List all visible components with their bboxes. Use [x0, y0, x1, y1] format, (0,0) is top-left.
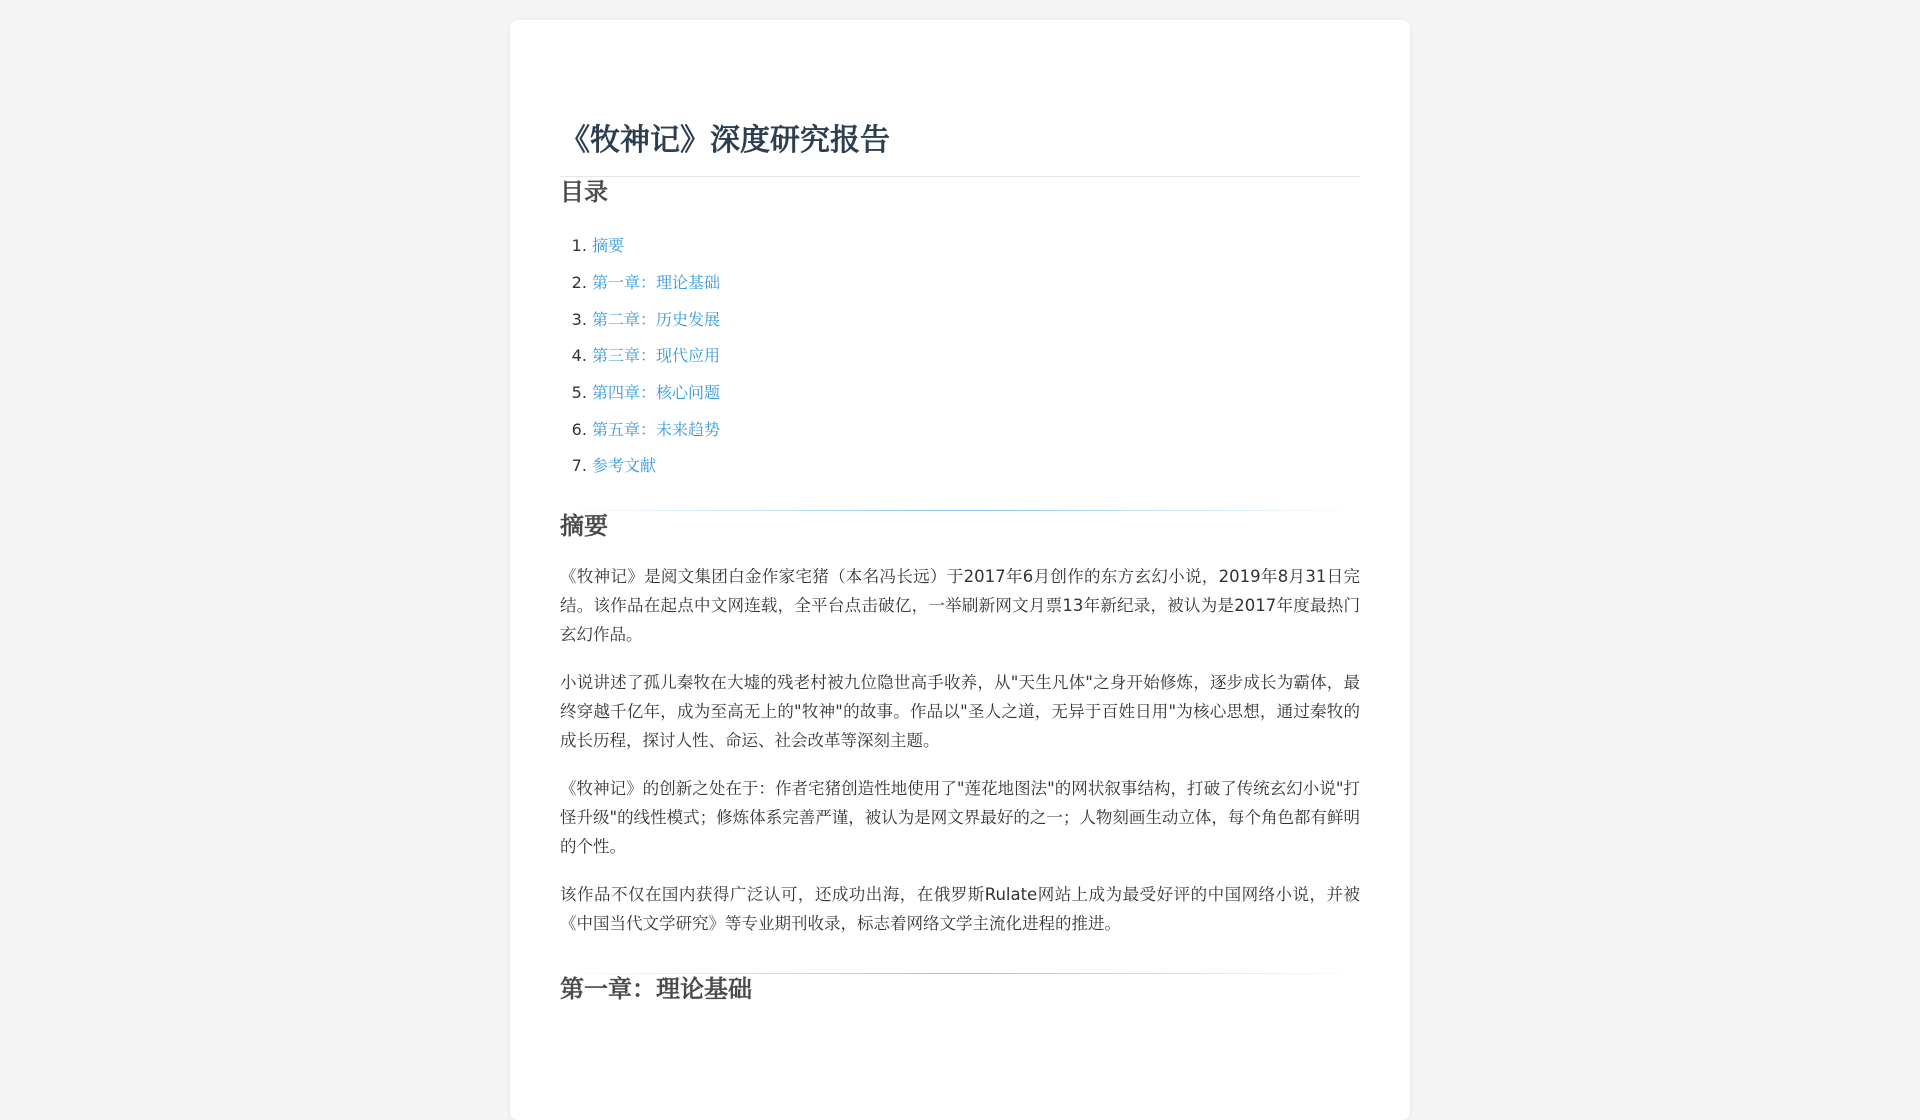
toc-item-references: [592, 448, 1360, 485]
toc-link-references[interactable]: 参考文献: [592, 456, 657, 476]
toc-item-chapter-3: [592, 338, 1360, 375]
document-title: 《牧神记》深度研究报告: [560, 120, 1360, 177]
summary-paragraph-4: 该作品不仅在国内获得广泛认可，还成功出海，在俄罗斯Rulate网站上成为最受好评的中国网络小说，并被《中国当代文学研究》等专业期刊收录，标志着网络文学主流化进程的推进。: [560, 885, 1360, 934]
summary-paragraph-3: 《牧神记》的创新之处在于：作者宅猪创造性地使用了"莲花地图法"的网状叙事结构，打破了传统玄幻小说"打怪升级"的线性模式；修炼体系完善严谨，被认为是网文界最好的之一；人物刻画生动立体，每个角色都有鲜明的个性。: [560, 779, 1360, 857]
toc-item-chapter-5: [592, 412, 1360, 449]
toc-item-chapter-4: [592, 375, 1360, 412]
toc-link-chapter-1[interactable]: 第一章：理论基础: [592, 272, 721, 292]
toc-link-chapter-3[interactable]: 第三章：现代应用: [592, 346, 721, 366]
summary-paragraph-1: 《牧神记》是阅文集团白金作家宅猪（本名冯长远）于2017年6月创作的东方玄幻小说，2019年8月31日完结。该作品在起点中文网连载，全平台点击破亿，一举刷新网文月票13年新纪录，被认为是2017年度最热门玄幻作品。: [560, 567, 1360, 645]
toc-link-chapter-5[interactable]: 第五章：未来趋势: [592, 419, 721, 439]
summary-paragraph-2: 小说讲述了孤儿秦牧在大墟的残老村被九位隐世高手收养，从"天生凡体"之身开始修炼，逐步成长为霸体，最终穿越千亿年，成为至高无上的"牧神"的故事。作品以"圣人之道，无异于百姓日用"为核心思想，通过秦牧的成长历程，探讨人性、命运、社会改革等深刻主题。: [560, 673, 1360, 751]
toc-link-summary[interactable]: 摘要: [592, 236, 625, 256]
chapter-1-heading: 第一章：理论基础: [560, 975, 752, 1004]
toc-item-summary: [592, 228, 1360, 265]
toc-link-chapter-2[interactable]: 第二章：历史发展: [592, 309, 721, 329]
table-of-contents: [560, 228, 1360, 485]
toc-heading: 目录: [560, 178, 608, 206]
document-page: [510, 20, 1410, 1120]
toc-item-chapter-2: [592, 302, 1360, 339]
toc-item-chapter-1: [592, 265, 1360, 302]
summary-heading: 摘要: [560, 512, 608, 540]
toc-link-chapter-4[interactable]: 第四章：核心问题: [592, 382, 721, 402]
